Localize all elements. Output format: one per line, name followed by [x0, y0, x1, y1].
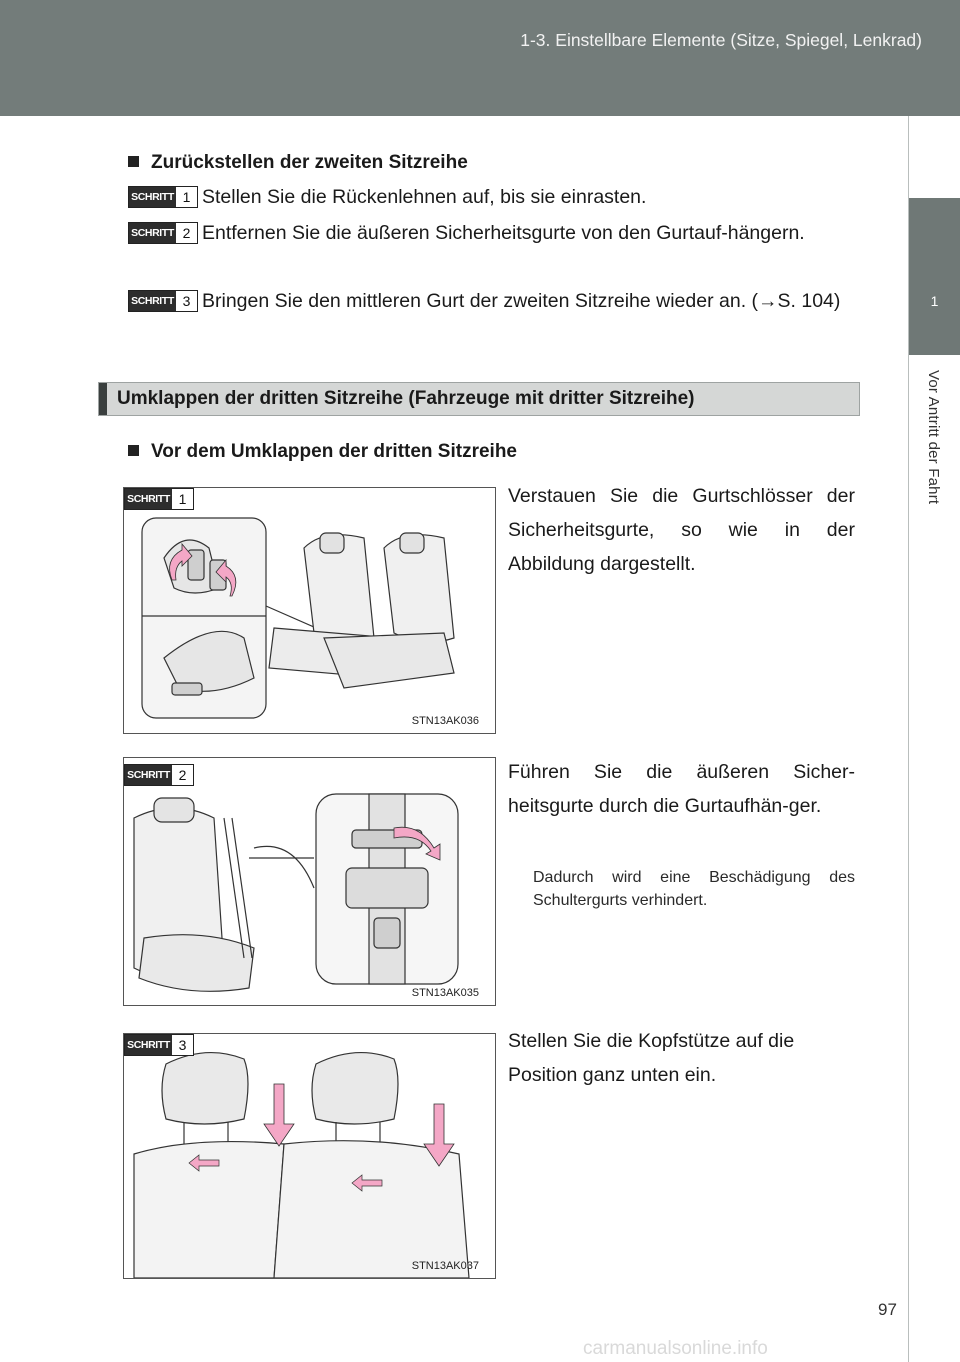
step-badge: SCHRITT 3: [128, 290, 198, 312]
figure-step-3: [123, 1033, 496, 1279]
section1-step-1: [128, 186, 858, 214]
step-text: Bringen Sie den mittleren Gurt der zweiten Sitzreihe wieder an. (→S. 104): [202, 290, 841, 312]
step-badge: SCHRITT 3: [124, 1034, 194, 1056]
breadcrumb: 1-3. Einstellbare Elemente (Sitze, Spiegel, Lenkrad): [520, 30, 922, 50]
figure-code: STN13AK035: [411, 987, 479, 999]
figure-2-note: Dadurch wird eine Beschädigung des Schultergurts verhindert.: [533, 869, 855, 909]
step-badge: SCHRITT 2: [128, 222, 198, 244]
section2-title: Umklappen der dritten Sitzreihe (Fahrzeuge mit dritter Sitzreihe): [117, 388, 695, 409]
figure-1-text: Verstauen Sie die Gurtschlösser der Sicherheitsgurte, so wie in der Abbildung dargestellt.: [508, 485, 855, 575]
chapter-tab[interactable]: [909, 198, 960, 355]
chapter-number: 1: [930, 293, 939, 309]
chapter-label: [912, 370, 952, 560]
figure-step-1: [123, 487, 496, 734]
figure-step-2: [123, 757, 496, 1006]
section1-step-2: [128, 222, 858, 250]
figure-2-text: Führen Sie die äußeren Sicher-heitsgurte durch die Gurtaufhän-ger.: [508, 761, 855, 817]
bullet-square-icon: [128, 445, 139, 456]
section-accent: [99, 383, 107, 415]
section1-heading: Zurückstellen der zweiten Sitzreihe: [128, 152, 468, 174]
section2-subheading: Vor dem Umklappen der dritten Sitzreihe: [128, 441, 517, 463]
watermark: carmanualsonline.info: [583, 1338, 768, 1359]
step-badge: SCHRITT 1: [124, 488, 194, 510]
figure-code: STN13AK037: [411, 1260, 479, 1272]
section1-step-3: [128, 290, 858, 318]
step-badge: SCHRITT 2: [124, 764, 194, 786]
step-badge: SCHRITT 1: [128, 186, 198, 208]
figure-3-text: Stellen Sie die Kopfstütze auf die Position ganz unten ein.: [508, 1030, 795, 1086]
step-text: Stellen Sie die Rückenlehnen auf, bis sie einrasten.: [202, 186, 647, 208]
page-number: 97: [878, 1300, 897, 1319]
chapter-title: Vor Antritt der Fahrt: [925, 370, 942, 505]
seat-belt-buckle-illustration: [124, 488, 495, 733]
step-text: Entfernen Sie die äußeren Sicherheitsgurte von den Gurtauf-hängern.: [202, 222, 805, 244]
section2-title-bar: [98, 382, 860, 416]
figure-code: STN13AK036: [411, 715, 479, 727]
headrest-illustration: [124, 1034, 495, 1278]
bullet-square-icon: [128, 156, 139, 167]
sidebar-divider: [908, 116, 909, 1362]
header-bar: [0, 0, 960, 116]
belt-hanger-illustration: [124, 758, 495, 1005]
